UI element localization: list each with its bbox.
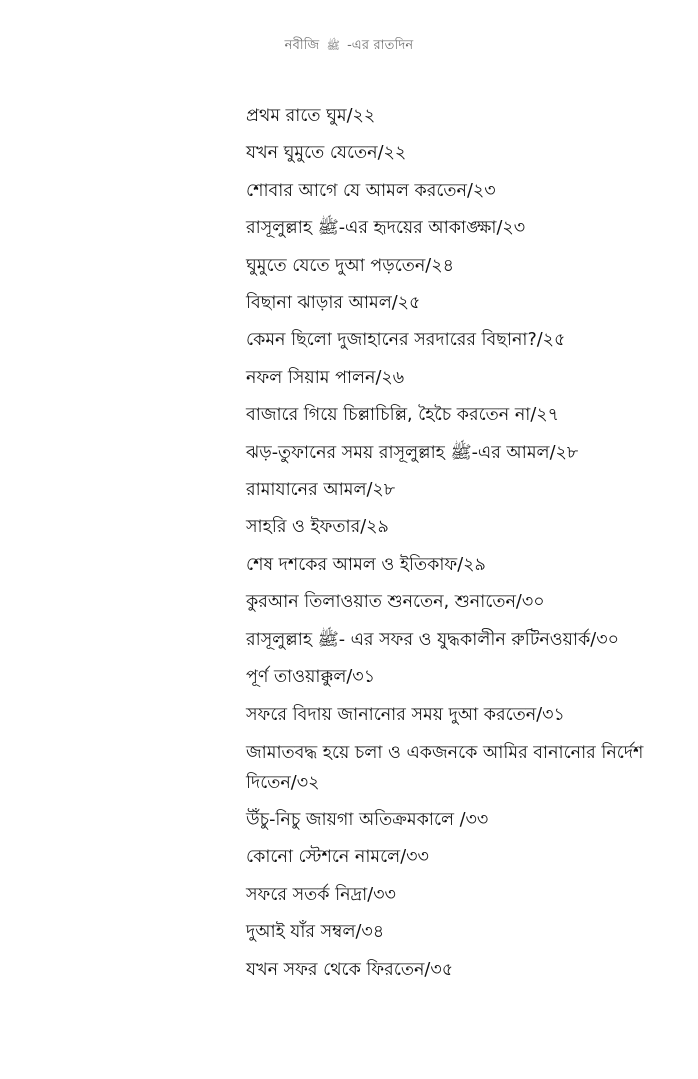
toc-entry: ঝড়-তুফানের সময় রাসূলুল্লাহ ﷺ-এর আমল/২৮ (246, 442, 579, 463)
toc-entry: উঁচু-নিচু জায়গা অতিক্রমকালে /৩৩ (246, 809, 489, 830)
toc-entry: শেষ দশকের আমল ও ইতিকাফ/২৯ (246, 554, 486, 575)
toc-entry: সফরে বিদায় জানানোর সময় দুআ করতেন/৩১ (246, 704, 565, 725)
toc-entry: কোনো স্টেশনে নামলে/৩৩ (246, 847, 429, 868)
toc-entry: দুআই যাঁর সম্বল/৩৪ (246, 922, 385, 943)
running-head-subtitle: -এর রাতদিন (347, 38, 414, 53)
toc-entry: নফল সিয়াম পালন/২৬ (246, 367, 405, 388)
toc-entry: যখন সফর থেকে ফিরতেন/৩৫ (246, 959, 454, 980)
toc-entry: পূর্ণ তাওয়াক্কুল/৩১ (246, 667, 376, 688)
toc-entry: সফরে সতর্ক নিদ্রা/৩৩ (246, 884, 396, 905)
toc-entry: জামাতবদ্ধ হয়ে চলা ও একজনকে আমির বানানোর নির্দেশ দিতেন/৩২ (246, 742, 644, 793)
toc-entry: সাহরি ও ইফতার/২৯ (246, 517, 389, 538)
toc-entry: যখন ঘুমুতে যেতেন/২২ (246, 143, 407, 164)
running-head (0, 36, 698, 57)
table-of-contents (246, 98, 666, 989)
toc-entry: শোবার আগে যে আমল করতেন/২৩ (246, 180, 496, 201)
toc-entry: ঘুমুতে যেতে দুআ পড়তেন/২৪ (246, 255, 454, 276)
toc-entry: রাসূলুল্লাহ ﷺ-এর হৃদয়ের আকাঙ্ক্ষা/২৩ (246, 218, 526, 239)
running-head-title: নবীজি (284, 38, 320, 53)
toc-entry: বাজারে গিয়ে চিল্লাচিল্লি, হৈচৈ করতেন না/২৭ (246, 405, 559, 426)
toc-entry: প্রথম রাতে ঘুম/২২ (246, 106, 376, 126)
honorific-glyph: ﷺ (326, 39, 340, 52)
toc-entry: রামাযানের আমল/২৮ (246, 480, 396, 501)
toc-entry: কুরআন তিলাওয়াত শুনতেন, শুনাতেন/৩০ (246, 592, 545, 613)
toc-entry: বিছানা ঝাড়ার আমল/২৫ (246, 293, 421, 314)
toc-entry: রাসূলুল্লাহ ﷺ- এর সফর ও যুদ্ধকালীন রুটিনওয়ার্ক/৩০ (246, 629, 619, 650)
toc-entry: কেমন ছিলো দুজাহানের সরদারের বিছানা?/২৫ (246, 330, 566, 351)
